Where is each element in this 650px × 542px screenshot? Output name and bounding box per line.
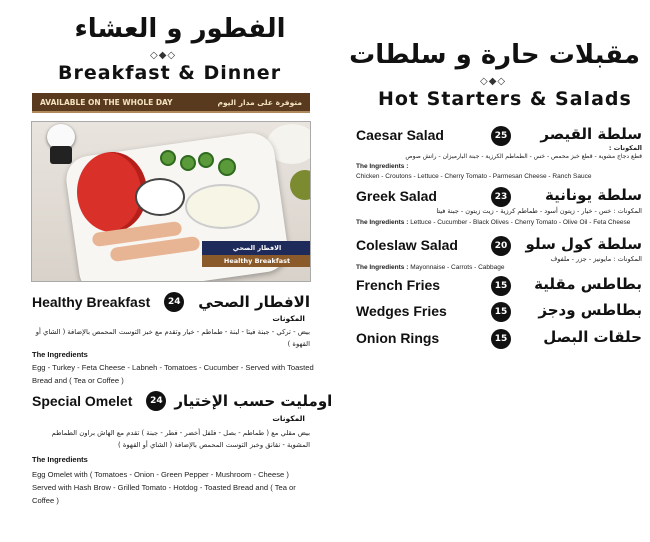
- item-name-ar: سلطة يونانية: [545, 186, 642, 204]
- availability-banner: [32, 93, 310, 113]
- price-badge: 24: [146, 391, 166, 411]
- item-name-ar: سلطة كول سلو: [525, 235, 642, 253]
- ingredients-label-en: The Ingredients: [32, 350, 88, 359]
- breakfast-title-ar: الفطور و العشاء: [74, 14, 286, 44]
- ingredients-en: Egg - Turkey - Feta Cheese - Labneh - Tomatoes - Cucumber - Served with Toasted Bread and ( Tea or Coffee ): [32, 363, 314, 385]
- price-badge: 15: [491, 329, 511, 349]
- price-badge: 25: [491, 126, 511, 146]
- ornament-icon: ◇◆◇: [150, 50, 177, 61]
- item-name-ar: حلقات البصل: [543, 328, 642, 346]
- photo-caption-en: Healthy Breakfast: [202, 255, 311, 267]
- price-badge: 23: [491, 187, 511, 207]
- price-badge: 20: [491, 236, 511, 256]
- item-name-ar: سلطة القيصر: [540, 125, 642, 143]
- item-name-ar: اومليت حسب الإختيار: [174, 392, 333, 410]
- breakfast-title-en: Breakfast & Dinner: [58, 62, 282, 84]
- ingredients-label-ar: المكونات: [272, 314, 305, 323]
- ingredients-ar: المكونات : مايونيز - جزر - ملفوف: [550, 255, 642, 263]
- item-name-ar: الافطار الصحي: [198, 293, 310, 311]
- item-name-en: Coleslaw Salad: [356, 237, 458, 253]
- healthy-breakfast-photo: [31, 121, 311, 282]
- ingredients-en: Chicken - Croutons - Lettuce - Cherry Tomato - Parmesan Cheese - Ranch Sauce: [356, 173, 592, 180]
- ingredients-label-ar: المكونات: [272, 414, 305, 423]
- banner-text-en: AVAILABLE ON THE WHOLE DAY: [40, 97, 173, 107]
- ingredients-ar: بيض - تركي - جبنة فيتا - لبنة - طماطم - خيار وتقدم مع خبز التوست المحمص بالإضافة ( الشاي أو القهوة ): [35, 328, 310, 348]
- item-name-ar: بطاطس مقلية: [534, 275, 642, 293]
- item-name-ar: بطاطس ودجز: [538, 301, 642, 319]
- ingredients-label-en: The Ingredients: [32, 455, 88, 464]
- ingredients-en: Mayonnaise - Carrots - Cabbage: [410, 264, 505, 271]
- ingredients-en: Egg Omelet with ( Tomatoes - Onion - Green Pepper - Mushroom - Cheese ) Served with Hash Brow - Grilled Tomato - Hotdog - Toasted Bread and ( Tea or Coffee ): [32, 470, 296, 505]
- banner-text-ar: متوفرة على مدار اليوم: [217, 97, 302, 107]
- ingredients-label-ar: المكونات :: [608, 144, 642, 152]
- starters-title-en: Hot Starters & Salads: [378, 88, 632, 110]
- ingredients-en: Lettuce - Cucumber - Black Olives - Cherry Tomato - Olive Oil - Feta Cheese: [410, 219, 631, 226]
- item-name-en: French Fries: [356, 277, 441, 293]
- ingredients-ar: قطع دجاج مشوية - قطع خبز محمص - خس - الطماطم الكرزية - جبنة البارميزان - رانش صوص: [405, 153, 642, 160]
- photo-caption-ar: الافطار الصحي: [202, 241, 311, 255]
- ingredients-label-en: The Ingredients :: [356, 163, 409, 170]
- ornament-icon: ◇◆◇: [480, 76, 507, 87]
- item-name-en: Greek Salad: [356, 188, 437, 204]
- price-badge: 24: [164, 292, 184, 312]
- item-name-en: Onion Rings: [356, 330, 440, 346]
- ingredients-label-en: The Ingredients :: [356, 264, 409, 271]
- ingredients-ar: المكونات : خس - خيار - زيتون أسود - طماطم كرزية - زيت زيتون - جبنة فيتا: [436, 207, 642, 215]
- item-name-en: Wedges Fries: [356, 303, 447, 319]
- price-badge: 15: [491, 302, 511, 322]
- item-name-en: Healthy Breakfast: [32, 294, 151, 310]
- price-badge: 15: [491, 276, 511, 296]
- starters-title-ar: مقبلات حارة و سلطات: [349, 40, 640, 70]
- ingredients-ar: بيض مقلي مع ( طماطم - بصل - فلفل أخضر - فطر - جبنة ) تقدم مع الهاش براون الطماطم المشوية - نقانق وخبز التوست المحمص بالإضافة ( الشاي أو القهوة ): [51, 429, 310, 449]
- ingredients-label-en: The Ingredients :: [356, 219, 409, 226]
- item-name-en: Special Omelet: [32, 393, 133, 409]
- item-name-en: Caesar Salad: [356, 127, 444, 143]
